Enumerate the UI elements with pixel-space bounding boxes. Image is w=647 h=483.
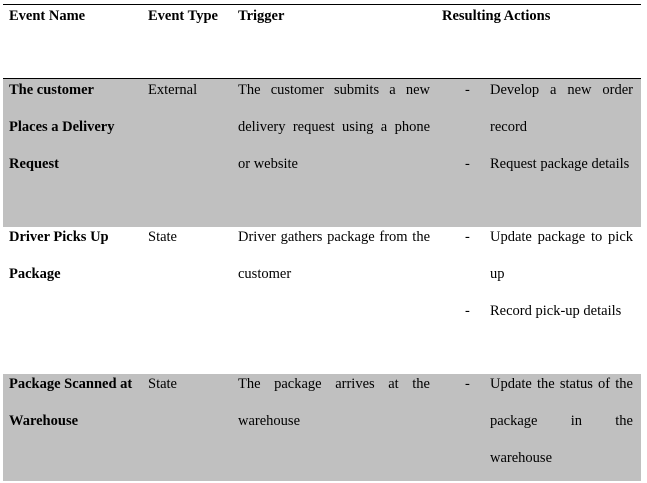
trigger-cell: The package arrives at the warehouse [238,376,430,429]
event-type-cell: External [148,82,198,98]
header-event-type: Event Type [148,8,218,24]
bullet-dash: - [465,229,470,245]
header-resulting-actions: Resulting Actions [442,8,551,24]
action-text: Update package to pick up [490,229,633,282]
actions-cell [465,219,635,329]
header-event-name: Event Name [9,8,86,24]
trigger-cell: The customer submits a new delivery request using a phone or website [238,82,430,172]
bullet-dash: - [465,155,470,172]
table-header-row [3,0,641,76]
actions-cell [465,366,635,476]
action-item [465,219,635,293]
bullet-dash: - [465,376,470,392]
event-type-cell: State [148,229,177,245]
action-item [465,293,635,330]
bullet-dash: - [465,302,470,319]
action-item [465,366,635,476]
action-item [465,146,635,183]
event-name-cell: Package Scanned at Warehouse [9,376,133,429]
bullet-dash: - [465,82,470,98]
event-type-cell: State [148,376,177,392]
header-trigger: Trigger [238,8,285,24]
action-text: Record pick-up details [490,302,622,319]
table-row [3,374,641,481]
event-name-cell: The customer Places a Delivery Request [9,82,115,172]
event-name-cell: Driver Picks Up Package [9,229,109,282]
action-text: Update the status of the package in the warehouse [490,376,633,466]
action-item [465,72,635,146]
action-text: Develop a new order record [490,82,633,135]
actions-cell [465,72,635,182]
table-row [3,227,641,374]
trigger-cell: Driver gathers package from the customer [238,229,430,282]
action-text: Request package details [490,155,630,172]
table-row [3,79,641,227]
